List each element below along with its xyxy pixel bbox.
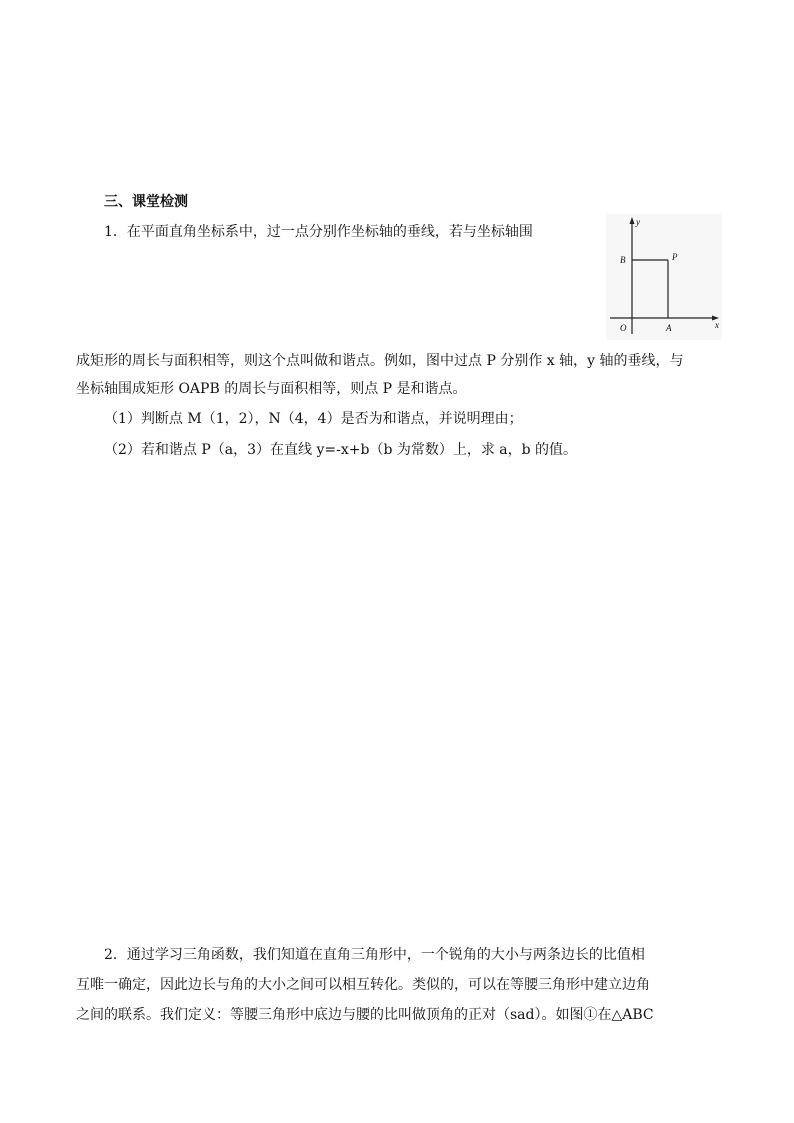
label-o: O [620,323,627,333]
label-x: x [715,320,719,330]
label-p: P [672,252,678,262]
problem2-line3: 之间的联系。我们定义：等腰三角形中底边与腰的比叫做顶角的正对（sad）。如图①在△ABC [76,1007,654,1023]
problem1-line1: 1．在平面直角坐标系中，过一点分别作坐标轴的垂线，若与坐标轴围 [104,224,533,240]
problem1-question2: （2）若和谐点 P（a，3）在直线 y=-x+b（b 为常数）上，求 a，b 的值。 [104,442,578,458]
problem1-question1: （1）判断点 M（1，2），N（4，4）是否为和谐点，并说明理由； [104,411,523,427]
section-heading: 三、课堂检测 [104,194,188,210]
coordinate-figure-svg [606,214,722,340]
problem1-line2: 成矩形的周长与面积相等，则这个点叫做和谐点。例如，图中过点 P 分别作 x 轴，y 轴的垂线，与 [76,353,684,369]
coordinate-figure [606,214,722,340]
problem2-line2: 互唯一确定，因此边长与角的大小之间可以相互转化。类似的，可以在等腰三角形中建立边角 [76,977,650,993]
problem1-line3: 坐标轴围成矩形 OAPB 的周长与面积相等，则点 P 是和谐点。 [76,381,467,397]
label-y: y [636,217,640,227]
label-a: A [666,323,672,333]
label-b: B [620,255,626,265]
problem2-line1: 2．通过学习三角函数，我们知道在直角三角形中，一个锐角的大小与两条边长的比值相 [104,947,645,963]
